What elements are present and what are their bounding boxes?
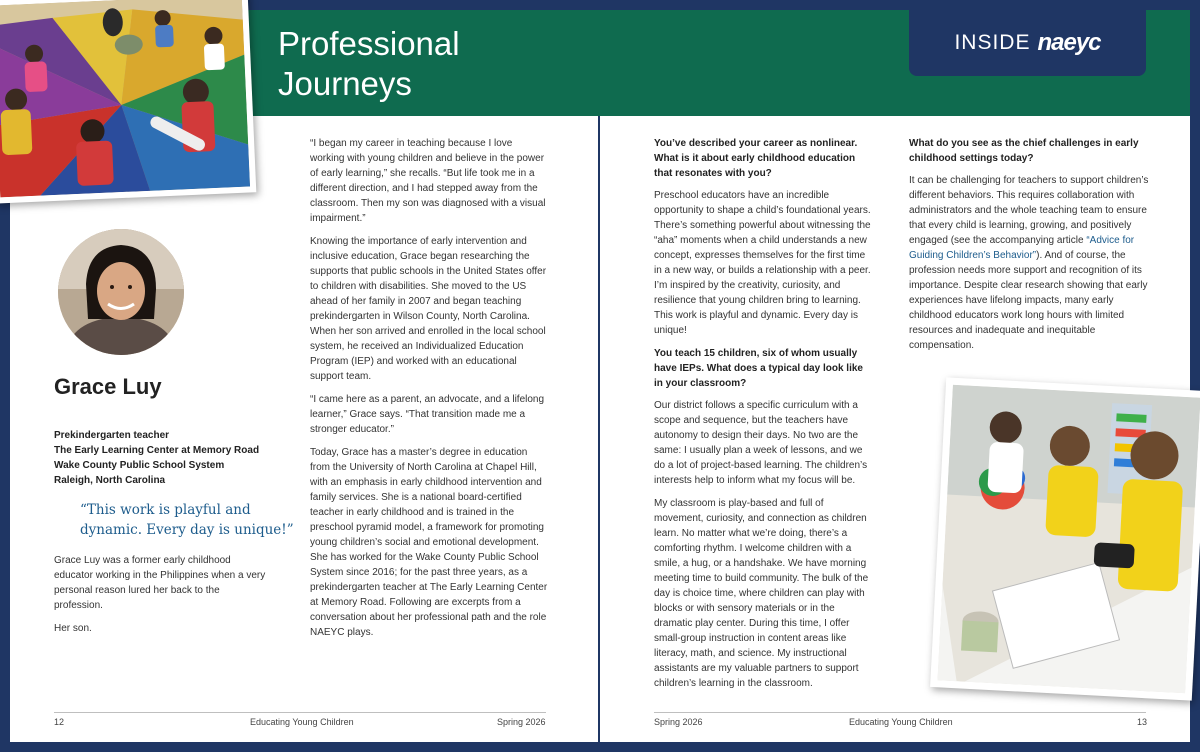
answer-text: It can be challenging for teachers to support children’s different behaviors. This requires collaboration with administrators and the whole teaching team to ensure that every child is learning, growing, and positively engaged (see the accompanying article	[909, 175, 1149, 246]
intro-paragraph: Her son.	[54, 623, 92, 634]
interview-question: You teach 15 children, six of whom usually have IEPs. What does a typical day look like in your classroom?	[654, 348, 863, 389]
right-issue: Spring 2026	[654, 717, 703, 727]
body-paragraph: Today, Grace has a master’s degree in education from the University of North Carolina at Chapel Hill, with an emphasis in early childhood intervention and family services. She is a national board-certified teacher in early childhood and is trained in the preschool pyramid model, a framework for promoting young children’s social and emotional development. She has worked for the Wake County Public School System since 2016; for the past three years, as a prekindergarten teacher at The Early Learning Center at Memory Road. Following are excerpts from a conversation about her professional path and the role NAEYC plays.	[310, 447, 548, 638]
interview-answer: Preschool educators have an incredible opportunity to shape a child’s foundational years. There’s something powerful about witnessing the “aha” moments when a child understands a new concept, expresses themselves for the first time in a new way, or builds a relationship with a peer. I’m inspired by the creativity, curiosity, and resilience that young children bring to learning. This work is playful and dynamic. Every day is unique!	[654, 190, 871, 336]
role-location: Raleigh, North Carolina	[54, 475, 166, 486]
left-page-number: 12	[54, 717, 65, 727]
body-paragraph: Knowing the importance of early intervention and inclusive education, Grace began researching the supports that public schools in the United States offer to children with disabilities. She moved to the US ahead of her family in 2007 and began teaching prekindergarten in Wilson County, North Carolina. When her son arrived and enrolled in the local school system, he received an Individualized Education Program (IEP) and worked with an educational support team.	[310, 236, 547, 382]
page-title	[278, 24, 460, 104]
intro-paragraph: Grace Luy was a former early childhood educator working in the Philippines when a very personal reason lured her back to the profession.	[54, 555, 266, 611]
interview-answer: Our district follows a specific curriculum with a scope and sequence, but the teachers have autonomy to design their days. No two are the same: I usually plan a week of lessons, and we do a lot of project-based learning. The children’s interests help to inform what my focus will be.	[654, 400, 868, 486]
role-school: The Early Learning Center at Memory Road	[54, 445, 260, 456]
classroom-activity-photo	[930, 377, 1200, 700]
footer-rule-right	[654, 712, 1146, 713]
left-publication-name: Educating Young Children	[250, 717, 354, 727]
title-line-2: Journeys	[278, 65, 412, 102]
naeyc-logo: naeyc	[1037, 29, 1101, 56]
inside-naeyc-badge	[909, 10, 1146, 76]
right-publication-name: Educating Young Children	[849, 717, 953, 727]
answer-text: ). And of course, the profession needs more support and recognition of its importance. Despite clear research showing that early experiences have lifelong impacts, many early childhood educators work long hours with limited resources and inadequate and inequitable compensation.	[909, 250, 1148, 351]
body-paragraph: “I began my career in teaching because I love working with young children and believe in the power of early learning,” she recalls. “But life took me in a different direction, and I had stepped away from the classroom. Then my son was diagnosed with a visual impairment.”	[310, 138, 546, 224]
article-link[interactable]: “Advice for Guiding Children’s Behavior”	[909, 235, 1135, 261]
profile-name: Grace Luy	[54, 374, 162, 399]
footer-rule-left	[54, 712, 546, 713]
article-column-2	[654, 136, 874, 699]
interview-question: You’ve described your career as nonlinear. What is it about early childhood education that resonates with you?	[654, 138, 858, 179]
body-paragraph: “I came here as a parent, an advocate, and a lifelong learner,” Grace says. “That transition made me a stronger educator.”	[310, 394, 545, 435]
left-issue: Spring 2026	[497, 717, 546, 727]
article-column-1	[310, 136, 548, 648]
interview-answer	[909, 173, 1154, 353]
interview-question: What do you see as the chief challenges in early childhood settings today?	[909, 138, 1139, 164]
right-page-number: 13	[1137, 717, 1148, 727]
intro-text	[54, 553, 269, 644]
article-column-3	[909, 136, 1154, 361]
role-title: Prekindergarten teacher	[54, 430, 170, 441]
circle-time-photo	[0, 0, 256, 204]
brand-inside: INSIDE	[954, 31, 1031, 54]
profile-role	[54, 428, 259, 488]
pull-quote: “This work is playful and dynamic. Every day is unique!”	[80, 502, 294, 538]
interview-answer: My classroom is play-based and full of movement, curiosity, and connection as children learn. No matter what we’re doing, there’s a comforting rhythm. I welcome children with a smile, a hug, or a handshake. We have morning meeting time to build community. The bulk of the day is choice time, where children can play with blocks or with sensory materials or in the dramatic play center. During this time, I offer small-group instruction in content areas like literacy, math, and science. My instructional assistants are my valuable partners to support children’s learning in the classroom.	[654, 498, 869, 689]
title-line-1: Professional	[278, 25, 460, 62]
role-district: Wake County Public School System	[54, 460, 225, 471]
portrait-photo	[58, 229, 184, 355]
